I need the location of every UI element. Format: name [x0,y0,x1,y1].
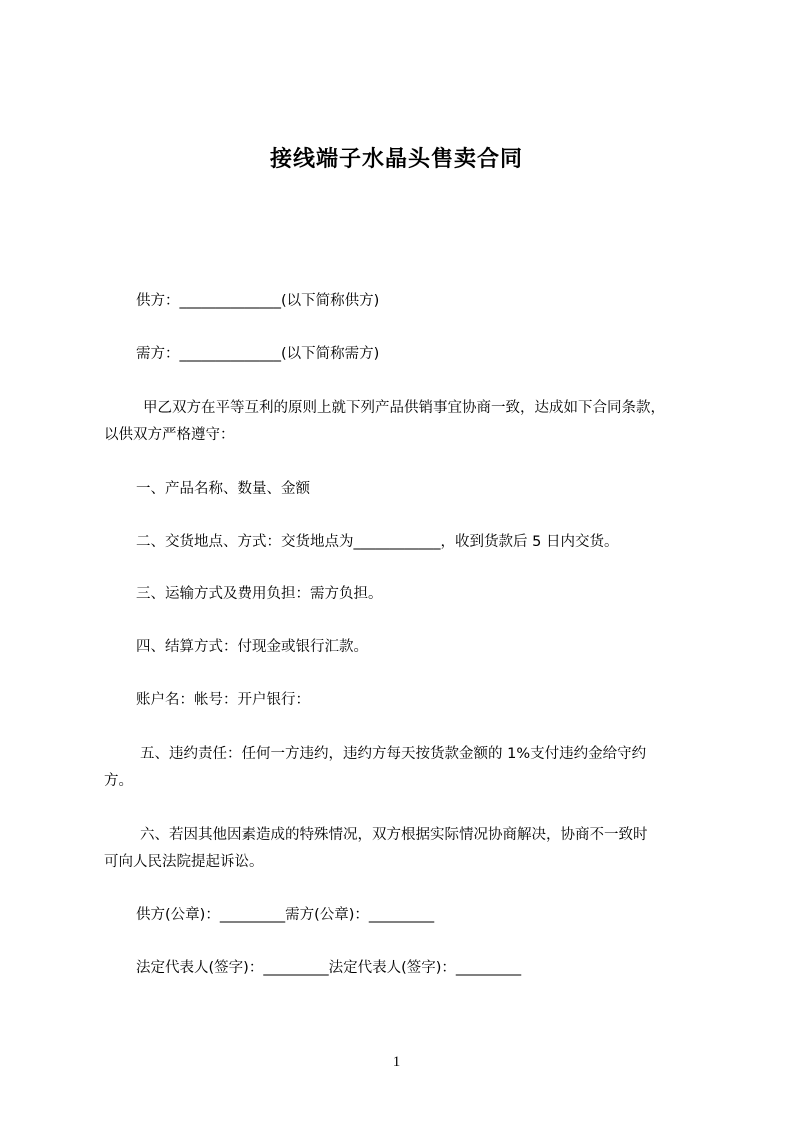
signature-line: 法定代表人(签字)：_________法定代表人(签字)：_________ [136,960,522,976]
intro-paragraph-line-1: 甲乙双方在平等互利的原则上就下列产品供销事宜协商一致，达成如下合同条款， [143,400,665,416]
seal-line: 供方(公章)：_________需方(公章)：_________ [136,907,435,923]
account-info-line: 账户名：帐号：开户银行： [136,692,310,708]
clause-6-line-2: 可向人民法院提起诉讼。 [104,854,264,870]
supplier-line: 供方：______________(以下简称供方) [136,293,380,309]
buyer-line: 需方：______________(以下简称需方) [136,346,380,362]
page-number: 1 [392,1054,401,1070]
clause-1: 一、产品名称、数量、金额 [136,481,310,497]
clause-6-line-1: 六、若因其他因素造成的特殊情况，双方根据实际情况协商解决，协商不一致时 [140,827,648,843]
clause-3: 三、运输方式及费用负担：需方负担。 [136,586,383,602]
clause-5-line-2: 方。 [104,773,133,789]
contract-title: 接线端子水晶头售卖合同 [269,147,523,172]
clause-2: 二、交货地点、方式：交货地点为____________，收到货款后 5 日内交货。 [136,534,619,550]
clause-5-line-1: 五、违约责任：任何一方违约，违约方每天按货款金额的 1%支付违约金给守约 [140,746,647,762]
intro-paragraph-line-2: 以供双方严格遵守： [104,427,235,443]
clause-4: 四、结算方式：付现金或银行汇款。 [136,639,368,655]
